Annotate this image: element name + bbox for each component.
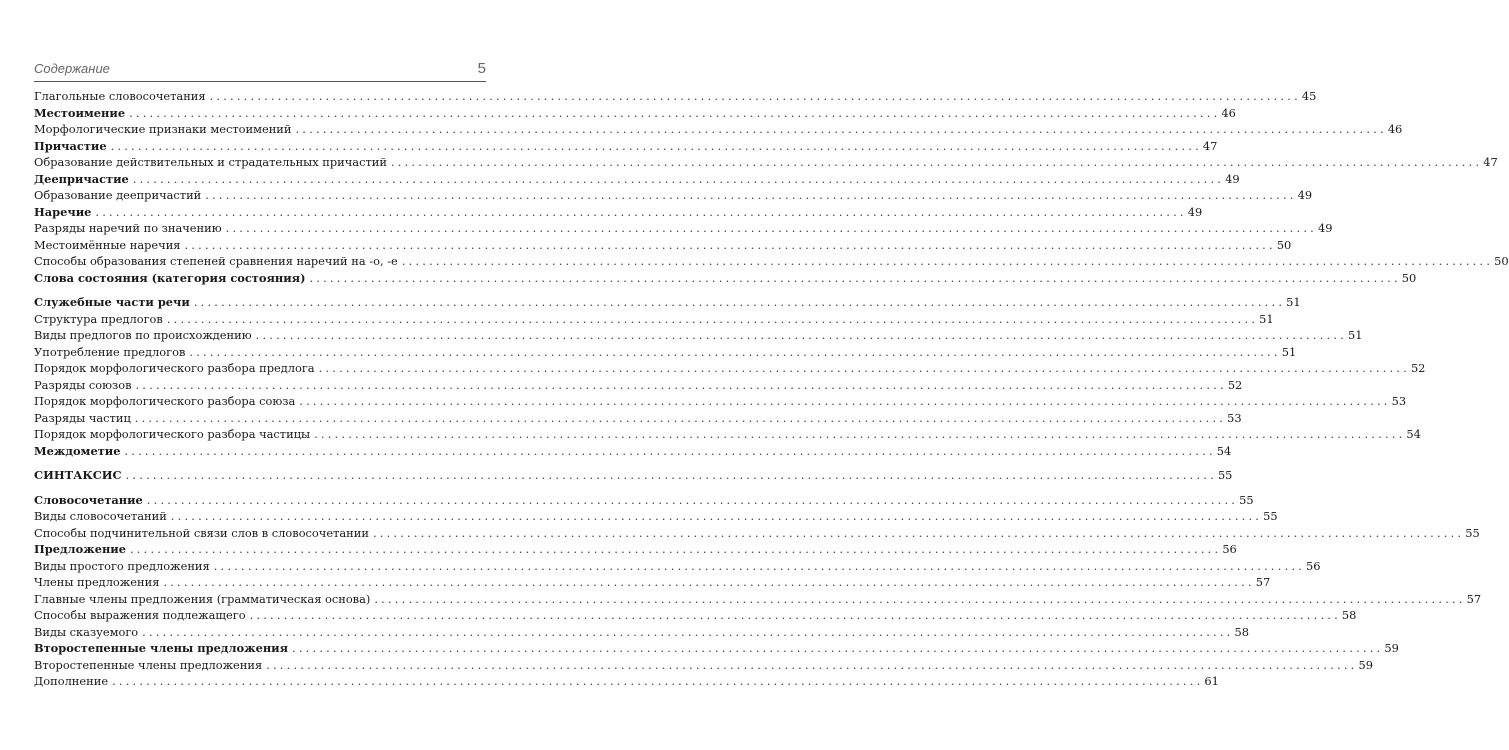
toc-entry-title: Порядок морфологического разбора предлога — [34, 361, 315, 375]
toc-entry-page: 57 — [1255, 575, 1271, 589]
toc-entry[interactable] — [34, 393, 1407, 410]
toc-entry-title: Разряды союзов — [34, 377, 132, 392]
toc-entry-page: 50 — [1401, 270, 1417, 285]
toc-entry[interactable] — [34, 204, 1203, 221]
toc-entry-page: 61 — [1204, 674, 1219, 688]
toc-entry-page: 59 — [1358, 657, 1373, 672]
toc-entry-title: Причастие — [34, 138, 107, 153]
table-of-contents — [34, 88, 1509, 690]
toc-entry-title: Виды предлогов по происхождению — [34, 328, 252, 342]
dot-leader: ................................................................................................................................................................ — [318, 361, 1410, 375]
toc-entry-title: Разряды наречий по значению — [34, 221, 222, 235]
dot-leader: ................................................................................................................................................................ — [170, 509, 1263, 523]
dot-leader: ................................................................................................................................................................ — [213, 558, 1306, 573]
toc-entry-title: Структура предлогов — [34, 311, 163, 326]
toc-entry-page: 56 — [1222, 542, 1237, 556]
toc-entry-page: 59 — [1384, 641, 1399, 655]
toc-entry-page: 50 — [1276, 237, 1292, 252]
toc-entry[interactable] — [34, 270, 1417, 287]
dot-leader: ................................................................................................................................................................ — [314, 427, 1406, 441]
dot-leader: ................................................................................................................................................................ — [129, 542, 1222, 556]
dot-leader: ................................................................................................................................................................ — [295, 122, 1387, 136]
toc-entry-page: 49 — [1317, 221, 1333, 235]
toc-entry-page: 58 — [1234, 624, 1249, 639]
toc-entry[interactable] — [34, 640, 1399, 657]
toc-entry-title: Междометие — [34, 443, 121, 458]
toc-entry-title: Наречие — [34, 204, 92, 219]
dot-leader: ................................................................................................................................................................ — [292, 641, 1384, 655]
toc-entry-title: Порядок морфологического разбора частицы — [34, 427, 311, 441]
toc-entry-title: Местоимённые наречия — [34, 237, 181, 252]
toc-entry[interactable] — [34, 220, 1333, 237]
toc-entry-page: 57 — [1466, 591, 1482, 606]
toc-entry-title: СИНТАКСИС — [34, 468, 122, 482]
toc-entry-page: 54 — [1216, 443, 1232, 458]
toc-entry[interactable] — [34, 673, 1219, 690]
toc-entry-page: 56 — [1306, 558, 1321, 573]
toc-entry-title: Виды сказуемого — [34, 624, 139, 639]
toc-entry[interactable] — [34, 187, 1313, 204]
dot-leader: ................................................................................................................................................................ — [225, 221, 1317, 235]
dot-leader: ................................................................................................................................................................ — [193, 295, 1286, 309]
dot-leader: ................................................................................................................................................................ — [255, 328, 1347, 342]
toc-entry[interactable] — [34, 105, 1236, 122]
toc-entry[interactable] — [34, 574, 1271, 591]
toc-entry[interactable] — [34, 541, 1237, 558]
toc-entry-page: 51 — [1347, 328, 1363, 342]
toc-entry[interactable] — [34, 344, 1297, 361]
toc-entry-page: 51 — [1259, 311, 1274, 326]
toc-entry-title: Порядок морфологического разбора союза — [34, 394, 296, 408]
dot-leader: ................................................................................................................................................................ — [132, 171, 1225, 186]
toc-entry[interactable] — [34, 607, 1357, 624]
toc-entry-page: 51 — [1281, 344, 1297, 359]
toc-entry-title: Второстепенные члены предложения — [34, 657, 263, 672]
toc-entry-page: 46 — [1387, 122, 1403, 136]
toc-entry-title: Глагольные словосочетания — [34, 89, 206, 103]
dot-leader: ................................................................................................................................................................ — [184, 237, 1276, 252]
header-divider — [34, 81, 486, 82]
dot-leader: ................................................................................................................................................................ — [142, 624, 1234, 639]
dot-leader: ................................................................................................................................................................ — [129, 105, 1221, 120]
toc-entry[interactable] — [34, 311, 1274, 328]
toc-entry-title: Второстепенные члены предложения — [34, 641, 289, 655]
toc-entry-title: Главные члены предложения (грамматическая основа) — [34, 591, 371, 606]
toc-entry-page: 52 — [1227, 377, 1243, 392]
toc-entry[interactable] — [34, 467, 1233, 484]
dot-leader: ................................................................................................................................................................ — [110, 138, 1202, 153]
dot-leader: ................................................................................................................................................................ — [299, 394, 1391, 408]
toc-entry-title: Деепричастие — [34, 171, 129, 186]
toc-entry-title: Предложение — [34, 542, 126, 556]
toc-entry-page: 50 — [1494, 254, 1509, 268]
toc-entry-title: Местоимение — [34, 105, 126, 120]
toc-entry[interactable] — [34, 377, 1243, 394]
toc-entry[interactable] — [34, 508, 1278, 525]
toc-entry-page: 49 — [1297, 188, 1313, 202]
toc-entry[interactable] — [34, 443, 1232, 460]
toc-entry-page: 55 — [1465, 525, 1480, 540]
toc-entry[interactable] — [34, 121, 1403, 138]
toc-entry[interactable] — [34, 237, 1292, 254]
dot-leader: ................................................................................................................................................................ — [309, 270, 1401, 285]
dot-leader: ................................................................................................................................................................ — [189, 344, 1281, 359]
toc-entry-page: 49 — [1187, 204, 1203, 219]
toc-entry-title: Способы выражения подлежащего — [34, 608, 246, 622]
toc-entry[interactable] — [34, 88, 1317, 105]
toc-entry-page: 47 — [1483, 155, 1498, 169]
toc-entry[interactable] — [34, 410, 1242, 427]
toc-entry-title: Морфологические признаки местоимений — [34, 122, 292, 136]
toc-entry[interactable] — [34, 360, 1426, 377]
toc-entry-page: 58 — [1341, 608, 1357, 622]
toc-entry-page: 51 — [1286, 295, 1301, 309]
toc-entry[interactable] — [34, 294, 1301, 311]
toc-entry-page: 49 — [1225, 171, 1240, 186]
dot-leader: ................................................................................................................................................................ — [124, 443, 1216, 458]
toc-entry-page: 54 — [1406, 427, 1421, 441]
toc-entry[interactable] — [34, 138, 1218, 155]
toc-entry-page: 53 — [1227, 410, 1242, 425]
dot-leader: ................................................................................................................................................................ — [390, 155, 1483, 169]
toc-entry-page: 52 — [1410, 361, 1426, 375]
toc-entry[interactable] — [34, 492, 1254, 509]
toc-entry-title: Способы подчинительной связи слов в словосочетании — [34, 525, 369, 540]
toc-entry[interactable] — [34, 657, 1373, 674]
dot-leader: ................................................................................................................................................................ — [372, 525, 1465, 540]
dot-leader: ................................................................................................................................................................ — [249, 608, 1341, 622]
dot-leader: ................................................................................................................................................................ — [266, 657, 1358, 672]
toc-entry[interactable] — [34, 624, 1249, 641]
toc-entry-title: Разряды частиц — [34, 410, 131, 425]
toc-entry-title: Способы образования степеней сравнения наречий на -о, -е — [34, 254, 398, 268]
dot-leader: ................................................................................................................................................................ — [95, 204, 1187, 219]
dot-leader: ................................................................................................................................................................ — [209, 89, 1301, 103]
toc-entry-page: 47 — [1202, 138, 1218, 153]
toc-entry-title: Образование действительных и страдательных причастий — [34, 155, 387, 169]
dot-leader: ................................................................................................................................................................ — [146, 492, 1239, 507]
dot-leader: ................................................................................................................................................................ — [135, 377, 1227, 392]
dot-leader: ................................................................................................................................................................ — [166, 311, 1259, 326]
toc-entry-title: Дополнение — [34, 674, 109, 688]
toc-entry-page: 55 — [1217, 468, 1233, 482]
toc-entry-title: Слова состояния (категория состояния) — [34, 270, 306, 285]
toc-entry-title: Виды словосочетаний — [34, 509, 167, 523]
toc-entry[interactable] — [34, 525, 1480, 542]
toc-entry[interactable] — [34, 591, 1482, 608]
toc-entry[interactable] — [34, 171, 1240, 188]
page-header — [34, 58, 486, 78]
toc-entry-page: 55 — [1239, 492, 1254, 507]
toc-entry-page: 53 — [1391, 394, 1407, 408]
toc-entry[interactable] — [34, 558, 1321, 575]
running-title: Содержание — [34, 61, 110, 76]
toc-entry[interactable] — [34, 253, 1509, 270]
toc-entry-title: Словосочетание — [34, 492, 143, 507]
toc-entry-title: Виды простого предложения — [34, 558, 210, 573]
toc-entry-title: Образование деепричастий — [34, 188, 202, 202]
dot-leader: ................................................................................................................................................................ — [125, 468, 1217, 482]
toc-entry[interactable] — [34, 426, 1421, 443]
dot-leader: ................................................................................................................................................................ — [205, 188, 1297, 202]
toc-entry-title: Служебные части речи — [34, 295, 190, 309]
dot-leader: ................................................................................................................................................................ — [374, 591, 1466, 606]
toc-entry-page: 55 — [1263, 509, 1278, 523]
dot-leader: ................................................................................................................................................................ — [401, 254, 1494, 268]
toc-entry[interactable] — [34, 154, 1498, 171]
toc-entry-title: Члены предложения — [34, 575, 160, 589]
toc-entry-page: 46 — [1221, 105, 1236, 120]
dot-leader: ................................................................................................................................................................ — [134, 410, 1227, 425]
dot-leader: ................................................................................................................................................................ — [163, 575, 1255, 589]
toc-entry[interactable] — [34, 327, 1363, 344]
toc-entry-title: Употребление предлогов — [34, 344, 186, 359]
toc-entry-page: 45 — [1301, 89, 1317, 103]
page-number: 5 — [477, 60, 486, 77]
dot-leader: ................................................................................................................................................................ — [112, 674, 1204, 688]
